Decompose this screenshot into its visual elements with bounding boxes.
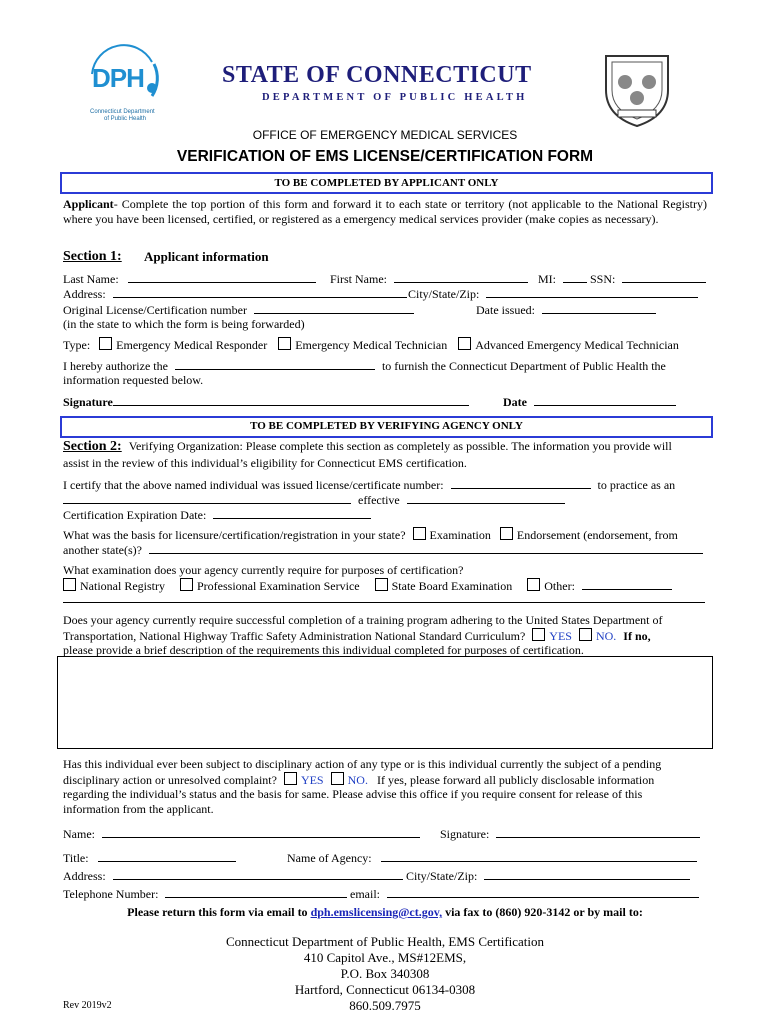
mi-label: MI: [538,272,556,286]
basis-row [63,527,678,543]
license-number-input[interactable] [451,477,591,489]
basis-examination-label: Examination [429,528,491,542]
applicant-date-row [503,394,676,410]
address-input[interactable] [113,286,407,298]
section-2-row [63,439,672,455]
exam-other-line-2[interactable] [63,592,705,603]
city-state-zip-row [408,286,698,302]
state-seal-icon [596,50,678,130]
mailing-address [0,934,770,1014]
exam-professional-label: Professional Examination Service [196,579,360,593]
certify-row [63,477,675,493]
effective-input[interactable] [407,492,565,504]
first-name-input[interactable] [394,271,528,283]
ssn-row [590,271,706,287]
first-name-label: First Name: [330,272,387,286]
agency-address-label: Address: [63,869,106,883]
exam-national-registry-checkbox[interactable] [63,578,76,591]
practice-as-input[interactable] [63,492,351,504]
disciplinary-yes-checkbox[interactable] [284,772,297,785]
training-line-3: please provide a brief description of the requirements this individual completed for purposes of certification. [63,643,584,657]
section-2-intro: Verifying Organization: Please complete this section as completely as possible. The information you provide will [128,439,672,453]
exam-state-board-checkbox[interactable] [375,578,388,591]
agency-of-name-row [287,850,697,866]
agency-telephone-input[interactable] [165,886,347,898]
address-line-3: P.O. Box 340308 [340,966,430,981]
authorize-row [63,358,666,374]
return-suffix: via fax to (860) 920-3142 or by mail to: [442,905,643,919]
basis-endorsement-checkbox[interactable] [500,527,513,540]
training-yes-checkbox[interactable] [532,628,545,641]
type-emr-checkbox[interactable] [99,337,112,350]
expiration-input[interactable] [213,507,371,519]
original-license-label: Original License/Certification number [63,303,247,317]
section-2-label: Section 2: [63,439,122,454]
agency-city-label: City/State/Zip: [406,869,478,883]
expiration-label: Certification Expiration Date: [63,508,207,522]
office-title: OFFICE OF EMERGENCY MEDICAL SERVICES [252,128,518,142]
state-seal [596,50,678,130]
applicant-date-input[interactable] [534,394,676,406]
state-note: (in the state to which the form is being forwarded) [63,317,305,331]
agency-title-input[interactable] [98,850,236,862]
mi-row [538,271,587,287]
agency-of-name-label: Name of Agency: [287,851,372,865]
dph-logo-text: DPH [92,63,144,93]
training-description-box[interactable] [57,656,713,749]
certify-suffix: to practice as an [597,478,676,492]
exam-state-board-label: State Board Examination [391,579,513,593]
original-license-input[interactable] [254,302,414,314]
agency-address-input[interactable] [113,868,403,880]
exam-other-label: Other: [544,579,575,593]
applicant-signature-row [63,394,469,410]
original-license-row [63,302,414,318]
disciplinary-line-2-b: If yes, please forward all publicly disclosable information [376,773,655,787]
type-aemt-label: Advanced Emergency Medical Technician [475,338,679,352]
agency-city-row [406,868,690,884]
disciplinary-line-2-a: disciplinary action or unresolved complaint? [63,773,277,787]
agency-title-label: Title: [63,851,89,865]
agency-signature-label: Signature: [440,827,490,841]
another-states-row [63,542,703,558]
type-row [63,337,679,353]
agency-banner-text: TO BE COMPLETED BY VERIFYING AGENCY ONLY [250,420,523,432]
email-link[interactable]: dph.emslicensing@ct.gov, [310,905,443,919]
training-no-label: NO. [595,629,617,643]
dph-logo-subtitle-2: of Public Health [104,116,147,122]
authorize-input[interactable] [175,358,375,370]
agency-email-input[interactable] [387,886,699,898]
exam-national-registry-label: National Registry [80,579,165,593]
revision-label: Rev 2019v2 [63,1000,112,1011]
agency-person-name-input[interactable] [102,826,420,838]
state-title: STATE OF CONNECTICUT [222,62,532,88]
basis-examination-checkbox[interactable] [413,527,426,540]
dph-logo-subtitle-1: Connecticut Department [90,109,155,115]
training-line-1: Does your agency currently require successful completion of a training program adhering to the United States Department of [63,613,663,627]
effective-label: effective [358,493,400,507]
address-line-5: 860.509.7975 [349,998,421,1013]
first-name-row [330,271,528,287]
date-issued-row [476,302,656,318]
agency-city-input[interactable] [484,868,690,880]
applicant-signature-input[interactable] [113,394,469,406]
city-state-zip-input[interactable] [486,286,698,298]
form-title: VERIFICATION OF EMS LICENSE/CERTIFICATION FORM [176,148,594,165]
agency-telephone-label: Telephone Number: [63,887,159,901]
another-states-label: another state(s)? [63,543,142,557]
type-aemt-checkbox[interactable] [458,337,471,350]
section-1-label: Section 1: [63,249,122,264]
applicant-intro-text: - Complete the top portion of this form and forward it to each state or territory (not applicable to the National Registry) where you have been licensed, certified, or registered as a emergency medical services provider (make copies as necessary). [63,197,707,226]
agency-signature-row [440,826,700,842]
agency-name-row [63,826,420,842]
applicant-date-label: Date [503,395,527,409]
ssn-input[interactable] [622,271,706,283]
return-instructions [0,905,770,920]
address-line-4: Hartford, Connecticut 06134-0308 [294,982,476,997]
agency-signature-input[interactable] [496,826,700,838]
date-issued-label: Date issued: [476,303,535,317]
ssn-label: SSN: [590,272,616,286]
agency-telephone-row [63,886,347,902]
disciplinary-yes-label: YES [300,773,324,787]
type-emt-label: Emergency Medical Technician [295,338,448,352]
address-line-1: Connecticut Department of Public Health, EMS Certification [225,934,545,949]
exam-question: What examination does your agency currently require for purposes of certification? [63,563,464,577]
agency-of-name-input[interactable] [381,850,697,862]
authorize-prefix: I hereby authorize the [63,359,168,373]
exam-other-checkbox[interactable] [527,578,540,591]
address-label: Address: [63,287,106,301]
agency-person-name-label: Name: [63,827,95,841]
certify-prefix: I certify that the above named individual was issued license/certificate number: [63,478,444,492]
disciplinary-line-4: information from the applicant. [63,802,214,816]
disciplinary-line-1: Has this individual ever been subject to disciplinary action of any type or is this individual currently the subject of a pending [63,757,662,771]
return-prefix: Please return this form via email to [127,905,311,919]
exam-other-input[interactable] [582,578,672,590]
effective-row [63,492,565,508]
applicant-signature-label: Signature [63,395,113,409]
applicant-banner-text: TO BE COMPLETED BY APPLICANT ONLY [274,177,499,189]
training-if-no: If no, [623,629,651,643]
applicant-intro [63,197,707,227]
date-issued-input[interactable] [542,302,656,314]
another-states-input[interactable] [149,542,703,554]
type-emt-checkbox[interactable] [278,337,291,350]
last-name-row [63,271,316,287]
address-row [63,286,407,302]
agency-email-row [350,886,699,902]
training-no-checkbox[interactable] [579,628,592,641]
city-state-zip-label: City/State/Zip: [408,287,480,301]
basis-question: What was the basis for licensure/certification/registration in your state? [63,528,406,542]
authorize-suffix: to furnish the Connecticut Department of Public Health the [381,359,666,373]
section-1-title: Applicant information [144,249,269,264]
disciplinary-no-checkbox[interactable] [331,772,344,785]
address-line-2: 410 Capitol Ave., MS#12EMS, [303,950,467,965]
expiration-row [63,507,371,523]
exam-professional-checkbox[interactable] [180,578,193,591]
disciplinary-line-2-row [63,772,654,788]
mi-input[interactable] [563,271,587,283]
agency-address-row [63,868,403,884]
agency-email-label: email: [350,887,380,901]
applicant-intro-label: Applicant [63,197,114,211]
authorize-line-2: information requested below. [63,373,204,387]
type-label: Type: [63,338,91,352]
disciplinary-line-3: regarding the individual’s status and the basis for same. Please advise this office if you require consent for release of this [63,787,643,801]
agency-title-row [63,850,236,866]
last-name-label: Last Name: [63,272,119,286]
training-line-2: Transportation, National Highway Traffic Safety Administration National Standard Curriculum? [63,629,526,643]
type-emr-label: Emergency Medical Responder [116,338,268,352]
training-yes-label: YES [549,629,572,643]
training-line-2-row [63,628,651,644]
department-title: DEPARTMENT OF PUBLIC HEALTH [262,92,528,103]
section-2-intro-2: assist in the review of this individual’s eligibility for Connecticut EMS certification. [63,456,467,470]
disciplinary-no-label: NO. [347,773,368,787]
basis-endorsement-label: Endorsement (endorsement, from [516,528,678,542]
last-name-input[interactable] [128,271,316,283]
